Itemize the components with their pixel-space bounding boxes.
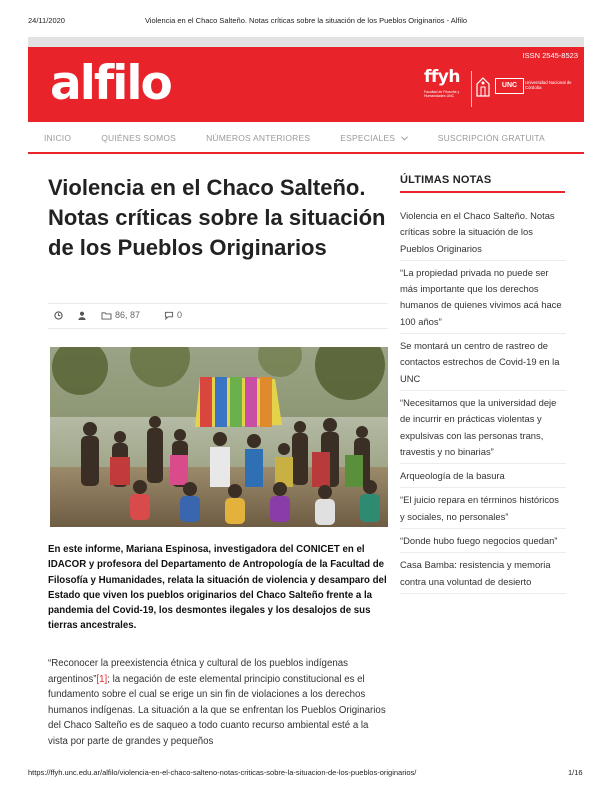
meta-comments-count: 0 [177, 310, 183, 320]
nav-suscripcion[interactable]: SUSCRIPCIÓN GRATUITA [437, 133, 545, 143]
article-body [48, 656, 388, 750]
meta-author[interactable] [78, 311, 89, 320]
print-date: 24/11/2020 [28, 16, 65, 25]
issn-label: ISSN 2545-8523 [522, 51, 578, 60]
nav-inicio[interactable]: INICIO [44, 133, 72, 143]
nav-especiales-label: ESPECIALES [340, 133, 396, 143]
sidebar-item-2[interactable]: “La propiedad privada no puede ser más importante que los derechos humanos de quienes vivimos acá hace 100 años” [400, 265, 566, 334]
top-grey-bar [28, 37, 584, 47]
folder-icon [101, 311, 112, 320]
footnote-link[interactable]: [1] [96, 673, 108, 685]
article-meta [54, 310, 206, 320]
nav-numeros-anteriores[interactable]: NÚMEROS ANTERIORES [206, 133, 311, 143]
meta-date [54, 311, 66, 320]
print-doc-title: Violencia en el Chaco Salteño. Notas críticas sobre la situación de los Pueblos Originarios - Alfilo [144, 16, 468, 25]
main-nav [28, 124, 584, 152]
nav-quienes-somos[interactable]: QUIÉNES SOMOS [101, 133, 177, 143]
sidebar-item-6[interactable]: “El juicio repara en términos históricos y sociales, no personales” [400, 492, 566, 529]
site-banner [28, 47, 584, 122]
meta-comments[interactable] [164, 310, 194, 320]
sidebar-item-5[interactable]: Arqueología de la basura [400, 468, 566, 488]
site-logo[interactable]: alfilo [50, 56, 171, 111]
meta-categories-text: 86, 87 [115, 310, 141, 320]
nav-especiales[interactable] [340, 133, 407, 143]
logo-divider [471, 71, 472, 107]
print-page-number: 1/16 [568, 768, 583, 777]
sidebar-title: ÚLTIMAS NOTAS [400, 174, 492, 186]
comment-icon [164, 311, 174, 320]
sidebar-item-7[interactable]: “Donde hubo fuego negocios quedan” [400, 533, 566, 553]
ffyh-subtitle: Facultad de Filosofía y Humanidades UNC [424, 90, 460, 99]
chevron-down-icon [401, 136, 408, 141]
meta-categories[interactable] [101, 310, 152, 320]
latest-notes-list [400, 208, 566, 598]
unc-badge[interactable]: UNC [495, 78, 524, 94]
sidebar-item-4[interactable]: “Necesitamos que la universidad deje de incurrir en prácticas violentas y expulsivas con las personas trans, travestis y no binarias” [400, 395, 566, 464]
unc-name: Universidad Nacional de Córdoba [525, 80, 572, 90]
sidebar-title-underline [400, 191, 565, 193]
clock-icon [54, 311, 63, 320]
sidebar-item-3[interactable]: Se montará un centro de rastreo de contactos estrechos de Covid-19 en la UNC [400, 338, 566, 391]
article-lead: En este informe, Mariana Espinosa, investigadora del CONICET en el IDACOR y profesora del Departamento de Antropología de la Facultad de Filosofía y Humanidades, relata la situación de violencia y desamparo del Estado que viven los pueblos originarios del Chaco Salteño frente a la pandemia del Covid-19, los desmontes ilegales y los desalojos de sus tierras ancestrales. [48, 544, 387, 632]
ffyh-logo[interactable]: ffyh [424, 67, 460, 87]
print-url: https://ffyh.unc.edu.ar/alfilo/violencia-en-el-chaco-salteno-notas-criticas-sobre-la-situacion-de-los-pueblos-originarios/ [28, 768, 417, 777]
sidebar-item-1[interactable]: Violencia en el Chaco Salteño. Notas críticas sobre la situación de los Pueblos Originarios [400, 208, 566, 261]
user-icon [78, 311, 86, 320]
body-quote: “Reconocer la preexistencia étnica y cultural de los pueblos indígenas argentinos” [48, 658, 348, 685]
meta-divider-top [48, 303, 388, 304]
body-continued: ; la negación de este elemental principio constitucional es el fundamento sobre el cual se erige un sin fin de violaciones a los derechos humanos indígenas. La situación a la que se enfrentan los Pueblos Originarios del Chaco Salteño es de saqueo a todo cuanto recurso ambiental esté a la vista por parte de grandes y pequeños [48, 673, 386, 747]
sidebar-item-8[interactable]: Casa Bamba: resistencia y memoria contra una voluntad de desierto [400, 557, 566, 594]
article-title: Violencia en el Chaco Salteño. Notas críticas sobre la situación de los Pueblos Originarios [48, 175, 386, 260]
meta-divider-bottom [48, 328, 388, 329]
article-photo [50, 347, 388, 527]
nav-underline [28, 152, 584, 154]
unc-emblem-icon [475, 77, 491, 97]
